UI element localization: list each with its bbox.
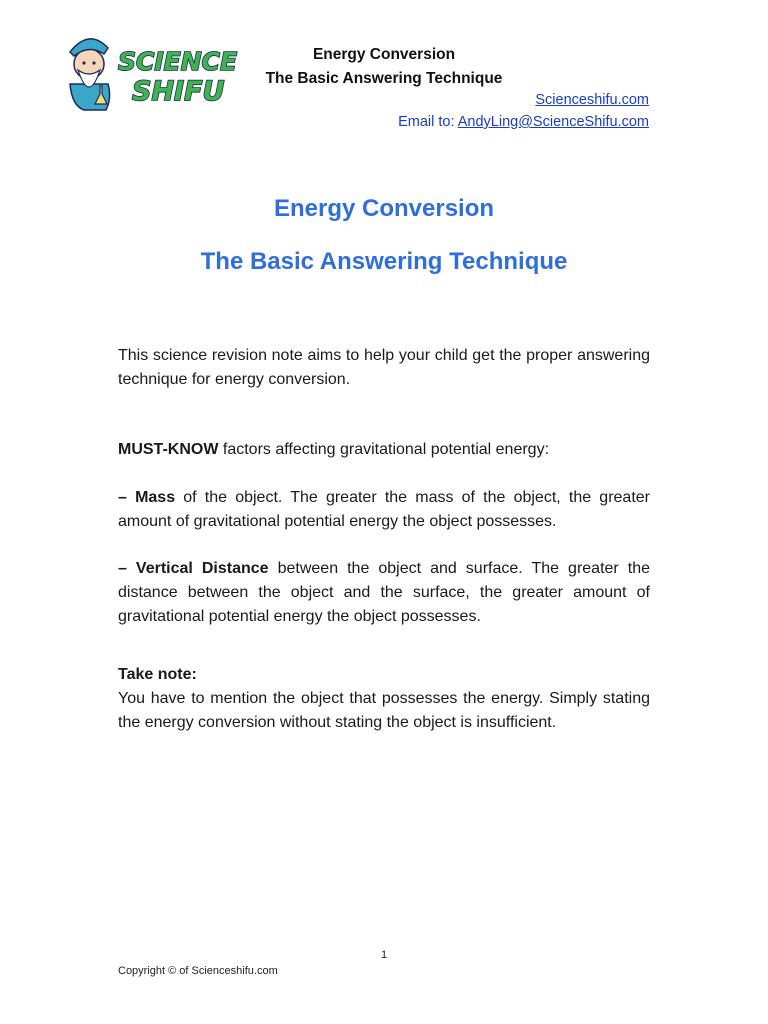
website-link[interactable]: Scienceshifu.com bbox=[535, 92, 649, 108]
document-title-line1: Energy Conversion bbox=[273, 195, 495, 222]
vertical-distance-text: between the object and surface. The greater the distance between the object and the surface, the greater amount of gravitational potential energy the object possesses. bbox=[118, 560, 650, 625]
copyright-notice: Copyright © of Scienceshifu.com bbox=[118, 965, 278, 977]
take-note-paragraph: You have to mention the object that possesses the energy. Simply stating the energy conversion without stating the object is insufficient. bbox=[118, 690, 650, 731]
must-know-paragraph bbox=[118, 438, 650, 462]
mass-label: – Mass bbox=[118, 489, 176, 506]
email-label: Email to: bbox=[398, 114, 458, 130]
mass-text: of the object. The greater the mass of the object, the greater amount of gravitational potential energy the object possesses. bbox=[118, 489, 650, 530]
vertical-distance-label: – Vertical Distance bbox=[118, 560, 269, 577]
document-title-line2: The Basic Answering Technique bbox=[200, 248, 568, 275]
mass-paragraph bbox=[118, 486, 650, 534]
science-shifu-logo bbox=[62, 26, 262, 114]
shifu-character-icon bbox=[70, 39, 110, 110]
email-link[interactable]: AndyLing@ScienceShifu.com bbox=[457, 114, 649, 130]
page-number: 1 bbox=[380, 949, 388, 961]
vertical-distance-paragraph bbox=[118, 557, 650, 629]
must-know-text: factors affecting gravitational potential energy: bbox=[218, 441, 550, 458]
must-know-label: MUST-KNOW bbox=[118, 441, 219, 458]
take-note-label: Take note: bbox=[118, 666, 197, 683]
header-title-line2: The Basic Answering Technique bbox=[265, 70, 503, 87]
logo-wordmark-line2: SHIFU bbox=[132, 76, 225, 107]
email-line bbox=[398, 114, 649, 130]
intro-paragraph: This science revision note aims to help your child get the proper answering technique for energy conversion. bbox=[118, 347, 650, 388]
header-title-line1: Energy Conversion bbox=[312, 46, 456, 63]
logo-wordmark-line1: SCIENCE bbox=[118, 47, 238, 76]
